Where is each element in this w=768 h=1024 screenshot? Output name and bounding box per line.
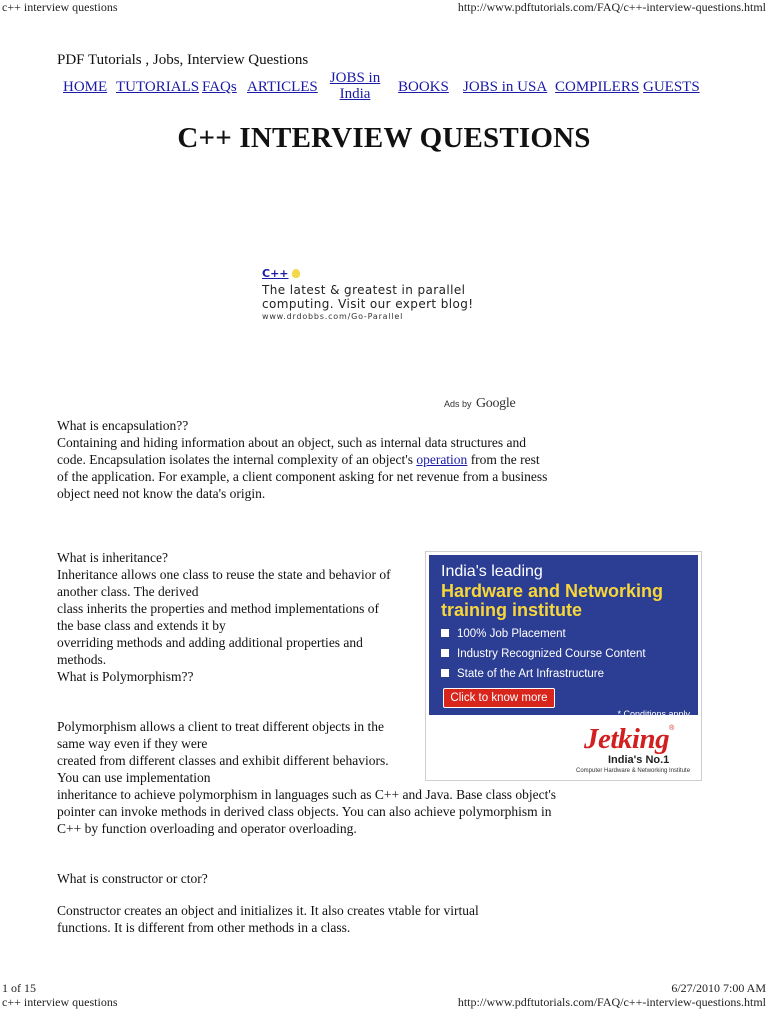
banner-feature: State of the Art Infrastructure	[441, 668, 604, 680]
answer-line: same way even if they were	[57, 736, 208, 751]
site-title: PDF Tutorials , Jobs, Interview Questions	[57, 52, 309, 68]
question-heading: What is Polymorphism??	[57, 669, 194, 684]
jetking-tagline: India's No.1	[608, 754, 670, 766]
answer-line: overriding methods and adding additional properties and	[57, 635, 363, 650]
ad-title-link[interactable]: C++	[262, 267, 289, 280]
nav-jobs-india-link[interactable]	[327, 70, 383, 102]
checkbox-bullet-icon	[441, 669, 449, 677]
answer-line: Polymorphism allows a client to treat different objects in the	[57, 719, 385, 734]
answer-line: class inherits the properties and method implementations of	[57, 601, 380, 616]
google-logo: Google	[475, 396, 516, 411]
nav-compilers-link[interactable]: COMPILERS	[555, 79, 640, 95]
page-title: C++ INTERVIEW QUESTIONS	[177, 122, 591, 154]
lightbulb-icon	[292, 269, 300, 278]
operation-link[interactable]: operation	[416, 452, 468, 467]
answer-line: inheritance to achieve polymorphism in languages such as C++ and Java. Base class object's	[57, 787, 557, 802]
answer-line: Constructor creates an object and initializes it. It also creates vtable for virtual	[57, 903, 479, 918]
nav-jobs-india-line2: India	[339, 86, 371, 102]
answer-line: methods.	[57, 652, 107, 667]
answer-line: the base class and extends it by	[57, 618, 226, 633]
checkbox-bullet-icon	[441, 629, 449, 637]
answer-line: Containing and hiding information about an object, such as internal data structures and	[57, 435, 527, 450]
ads-by-label: Ads by	[444, 399, 472, 409]
jetking-banner-ad[interactable]	[425, 551, 702, 781]
answer-line: object need not know the data's origin.	[57, 486, 266, 501]
ads-by-google[interactable]	[444, 394, 515, 412]
banner-line-1: India's leading	[441, 563, 543, 580]
text-ad	[262, 262, 473, 321]
nav-articles-link[interactable]: ARTICLES	[247, 79, 318, 95]
encapsulation-section	[57, 417, 617, 502]
page-count: 1 of 15	[2, 981, 36, 995]
answer-line: functions. It is different from other methods in a class.	[57, 920, 351, 935]
ad-url[interactable]: www.drdobbs.com/Go-Parallel	[262, 312, 404, 321]
banner-feature: Industry Recognized Course Content	[441, 648, 646, 660]
nav-jobs-usa-link[interactable]: JOBS in USA	[463, 79, 548, 95]
inheritance-section	[57, 549, 427, 685]
footer-url: http://www.pdftutorials.com/FAQ/c++-interview-questions.html	[457, 995, 766, 1009]
nav-faqs-link[interactable]: FAQs	[202, 79, 237, 95]
answer-line: of the application. For example, a client component asking for net revenue from a business	[57, 469, 548, 484]
answer-line: pointer can invoke methods in derived class objects. You can also achieve polymorphism in	[57, 804, 552, 819]
question-heading: What is inheritance?	[57, 550, 168, 565]
answer-line: created from different classes and exhibit different behaviors.	[57, 753, 389, 768]
answer-line: another class. The derived	[57, 584, 199, 599]
ad-body	[262, 283, 473, 311]
banner-blue-panel	[429, 555, 698, 719]
answer-line: You can use implementation	[57, 770, 211, 785]
footer-title: c++ interview questions	[2, 995, 118, 1009]
header-url: http://www.pdftutorials.com/FAQ/c++-interview-questions.html	[457, 0, 766, 14]
question-heading: What is constructor or ctor?	[57, 871, 208, 886]
click-to-know-more-button[interactable]: Click to know more	[443, 688, 555, 708]
banner-feature: 100% Job Placement	[441, 628, 566, 640]
nav-guests-link[interactable]: GUESTS	[643, 79, 700, 95]
checkbox-bullet-icon	[441, 649, 449, 657]
jetking-wordmark: Jetking	[584, 723, 670, 755]
ad-line-2: computing. Visit our expert blog!	[262, 297, 474, 311]
banner-headline: Hardware and Networking training institute	[441, 581, 664, 620]
ad-line-1: The latest & greatest in parallel	[262, 283, 466, 297]
nav-tutorials-link[interactable]: TUTORIALS	[116, 79, 200, 95]
answer-line: C++ by function overloading and operator overloading.	[57, 821, 357, 836]
print-datetime: 6/27/2010 7:00 AM	[671, 981, 766, 995]
conditions-apply-note: * Conditions apply	[617, 709, 690, 719]
jetking-logo	[576, 724, 694, 776]
answer-line: Inheritance allows one class to reuse the state and behavior of	[57, 567, 391, 582]
nav-jobs-india-line1: JOBS in	[329, 70, 381, 86]
question-heading: What is encapsulation??	[57, 418, 189, 433]
jetking-subtitle: Computer Hardware & Networking Institute	[576, 768, 691, 774]
answer-line: code. Encapsulation isolates the internal complexity of an object's operation from the rest	[57, 452, 540, 467]
nav-home-link[interactable]: HOME	[63, 79, 108, 95]
header-title: c++ interview questions	[2, 0, 118, 14]
constructor-section	[57, 870, 617, 936]
registered-mark: ®	[669, 725, 675, 732]
nav-books-link[interactable]: BOOKS	[398, 79, 449, 95]
